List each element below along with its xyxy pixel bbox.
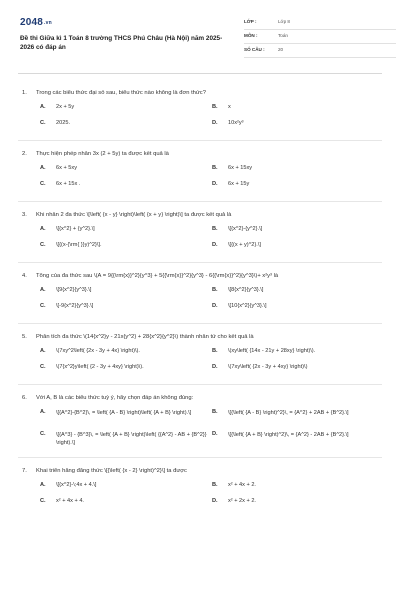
option-text: \[10{x^2}{y^3}.\] (228, 303, 267, 309)
meta-label: LỚP : (244, 19, 257, 25)
exam-title: Đề thi Giữa kì 1 Toán 8 trường THCS Phú Châu (Hà Nội) năm 2025-2026 có đáp án (20, 35, 223, 52)
option-letter: A. (40, 104, 46, 110)
option-text: \[{x^2} + {y^2}.\] (56, 226, 95, 232)
option-letter: A. (40, 287, 46, 293)
meta-row-class (244, 16, 396, 30)
option-text: \(7{x^2}y\left( {2 - 3y + 4xy} \right)\). (56, 364, 144, 370)
answer-option-a[interactable] (40, 104, 212, 120)
option-letter: A. (40, 482, 46, 488)
answer-option-d[interactable] (212, 181, 384, 197)
option-letter: B. (212, 226, 218, 232)
answer-option-a[interactable] (40, 482, 212, 498)
option-letter: D. (212, 431, 218, 437)
option-letter: B. (212, 287, 218, 293)
option-text: 2025. (56, 120, 70, 126)
question-divider (18, 323, 382, 324)
option-text: \[{A^3} - {B^3}\, = \left( {A + B} \right)\left( {{A^2} - AB + {B^2}} \right).\] (56, 432, 207, 447)
option-text: x² + 2x + 2. (228, 498, 256, 504)
question-number: 2. (22, 151, 27, 157)
option-text: 6x + 15y (228, 181, 250, 187)
meta-label: MÔN : (244, 33, 258, 39)
question-list (18, 90, 382, 514)
answer-option-c[interactable] (40, 303, 212, 319)
answer-options (18, 226, 382, 258)
answer-option-c[interactable] (40, 120, 212, 136)
question-stem (18, 395, 382, 409)
answer-options (18, 287, 382, 319)
question-text: Khai triển hằng đẳng thức \[{\left( {x - 2} \right)^2}\] ta được (36, 468, 187, 474)
option-letter: C. (40, 364, 46, 370)
option-text: \[{(x + y)^2}.\] (228, 242, 261, 248)
option-text: \[{\left( {A - B} \right)^2}\, = {A^2} + 2AB + {B^2}.\] (228, 410, 349, 416)
option-letter: B. (212, 104, 218, 110)
option-letter: A. (40, 165, 46, 171)
answer-option-c[interactable] (40, 242, 212, 258)
option-letter: D. (212, 242, 218, 248)
option-letter: C. (40, 303, 46, 309)
question-stem (18, 273, 382, 287)
question-stem (18, 212, 382, 226)
answer-option-a[interactable] (40, 409, 212, 431)
option-text: 6x + 5xy (56, 165, 77, 171)
answer-option-d[interactable] (212, 242, 384, 258)
answer-option-b[interactable] (212, 165, 384, 181)
option-text: x (228, 104, 231, 110)
option-text: 6x + 15xy (228, 165, 253, 171)
answer-option-a[interactable] (40, 287, 212, 303)
exam-meta (244, 16, 396, 58)
question-number: 3. (22, 212, 27, 218)
option-text: 10x²y³ (228, 120, 244, 126)
question-5 (18, 334, 382, 385)
question-text: Khi nhân 2 đa thức \[\left( {x - y} \right)\left( {x + y} \right)\] ta được kết quả là (36, 212, 232, 218)
question-4 (18, 273, 382, 324)
logo-text: 2048 (20, 17, 44, 28)
answer-option-c[interactable] (40, 498, 212, 514)
question-divider (18, 457, 382, 458)
option-text: \(7xy^2\left( {2x - 3y + 4x} \right)\). (56, 348, 140, 354)
option-letter: C. (40, 498, 46, 504)
meta-value: Lớp 8 (278, 19, 290, 25)
option-letter: B. (212, 348, 218, 354)
answer-option-c[interactable] (40, 431, 212, 453)
option-text: \(7xy\left( {2x - 3y + 4xy} \right)\) (228, 364, 308, 370)
question-number: 4. (22, 273, 27, 279)
answer-option-b[interactable] (212, 226, 384, 242)
exam-header (18, 12, 382, 74)
option-letter: C. (40, 242, 46, 248)
meta-value: 20 (278, 47, 284, 53)
answer-option-c[interactable] (40, 181, 212, 197)
option-letter: D. (212, 303, 218, 309)
option-letter: B. (212, 482, 218, 488)
question-1 (18, 90, 382, 141)
option-letter: A. (40, 348, 46, 354)
answer-option-b[interactable] (212, 104, 384, 120)
option-letter: D. (212, 364, 218, 370)
question-6 (18, 395, 382, 458)
option-text: \[{A^2}-{B^2}\, = \left( {A - B} \right)\left( {A + B} \right).\] (56, 410, 192, 416)
option-text: x² + 4x + 2. (228, 482, 256, 488)
question-divider (18, 201, 382, 202)
option-text: x² + 4x + 4. (56, 498, 84, 504)
meta-label: SỐ CÂU : (244, 47, 265, 53)
question-text: Thực hiện phép nhân 3x (2 + 5y) ta được kết quả là (36, 151, 169, 157)
meta-value: Toán (278, 33, 288, 39)
question-text: Phân tích đa thức \(14{x^2}y - 21x{y^2} + 28{x^2}{y^2}\) thành nhân tử cho kết quả là (36, 334, 254, 340)
question-divider (18, 262, 382, 263)
question-number: 5. (22, 334, 27, 340)
question-3 (18, 212, 382, 263)
option-text: 2x + 5y (56, 104, 75, 110)
answer-options (18, 104, 382, 136)
option-letter: A. (40, 226, 46, 232)
answer-options (18, 165, 382, 197)
answer-option-b[interactable] (212, 409, 384, 431)
option-letter: D. (212, 498, 218, 504)
answer-option-d[interactable] (212, 364, 384, 380)
answer-option-d[interactable] (212, 498, 384, 514)
option-letter: D. (212, 120, 218, 126)
logo-tld: .vn (44, 20, 52, 26)
option-letter: C. (40, 120, 46, 126)
option-text: \[{(x-{\rm{ }}y)^2}\]. (56, 242, 102, 248)
answer-option-a[interactable] (40, 226, 212, 242)
option-letter: D. (212, 181, 218, 187)
question-stem (18, 468, 382, 482)
option-text: \[{x^2}-\;4x + 4.\] (56, 482, 97, 488)
option-letter: A. (40, 409, 46, 415)
answer-option-c[interactable] (40, 364, 212, 380)
question-stem (18, 334, 382, 348)
answer-options (18, 482, 382, 514)
question-text: Trong các biểu thức đại số sau, biểu thức nào không là đơn thức? (36, 90, 206, 96)
answer-option-d[interactable] (212, 120, 384, 136)
meta-row-count (244, 44, 396, 58)
answer-option-b[interactable] (212, 287, 384, 303)
question-divider (18, 140, 382, 141)
option-text: 6x + 15x . (56, 181, 81, 187)
question-text: Với A, B là các biểu thức tuỳ ý, hãy chọn đáp án không đúng: (36, 395, 194, 401)
option-letter: C. (40, 181, 46, 187)
answer-options (18, 348, 382, 380)
question-7 (18, 468, 382, 514)
option-text: \[{\left( {A + B} \right)^2}\, = {A^2} - 2AB + {B^2}.\] (228, 432, 349, 438)
answer-option-d[interactable] (212, 431, 384, 453)
answer-option-b[interactable] (212, 482, 384, 498)
option-letter: B. (212, 409, 218, 415)
option-letter: C. (40, 431, 46, 437)
answer-options (18, 409, 382, 453)
question-number: 7. (22, 468, 27, 474)
question-stem (18, 151, 382, 165)
option-text: \(xy\left( {14x - 21y + 28xy} \right)\). (228, 348, 316, 354)
question-divider (18, 384, 382, 385)
option-letter: B. (212, 165, 218, 171)
answer-option-a[interactable] (40, 165, 212, 181)
meta-row-subject (244, 30, 396, 44)
question-2 (18, 151, 382, 202)
answer-option-a[interactable] (40, 348, 212, 364)
option-text: \[-9{x^2}{y^3}.\] (56, 303, 94, 309)
answer-option-b[interactable] (212, 348, 384, 364)
site-logo[interactable] (20, 16, 52, 30)
question-stem (18, 90, 382, 104)
option-text: \[{x^2}-{y^2}.\] (228, 226, 263, 232)
option-text: \[9{x^2}{y^3}.\] (56, 287, 92, 293)
question-number: 1. (22, 90, 27, 96)
question-text: Tổng của đa thức sau \(A = 9{{\rm{x}}^2}{y^3} + 5{{\rm{x}}^2}{y^3} - 6{{\rm{x}}^2}{y^3}\)+ x²y³ là (36, 273, 279, 279)
question-number: 6. (22, 395, 27, 401)
option-text: \[8{x^2}{y^3}.\] (228, 287, 264, 293)
answer-option-d[interactable] (212, 303, 384, 319)
